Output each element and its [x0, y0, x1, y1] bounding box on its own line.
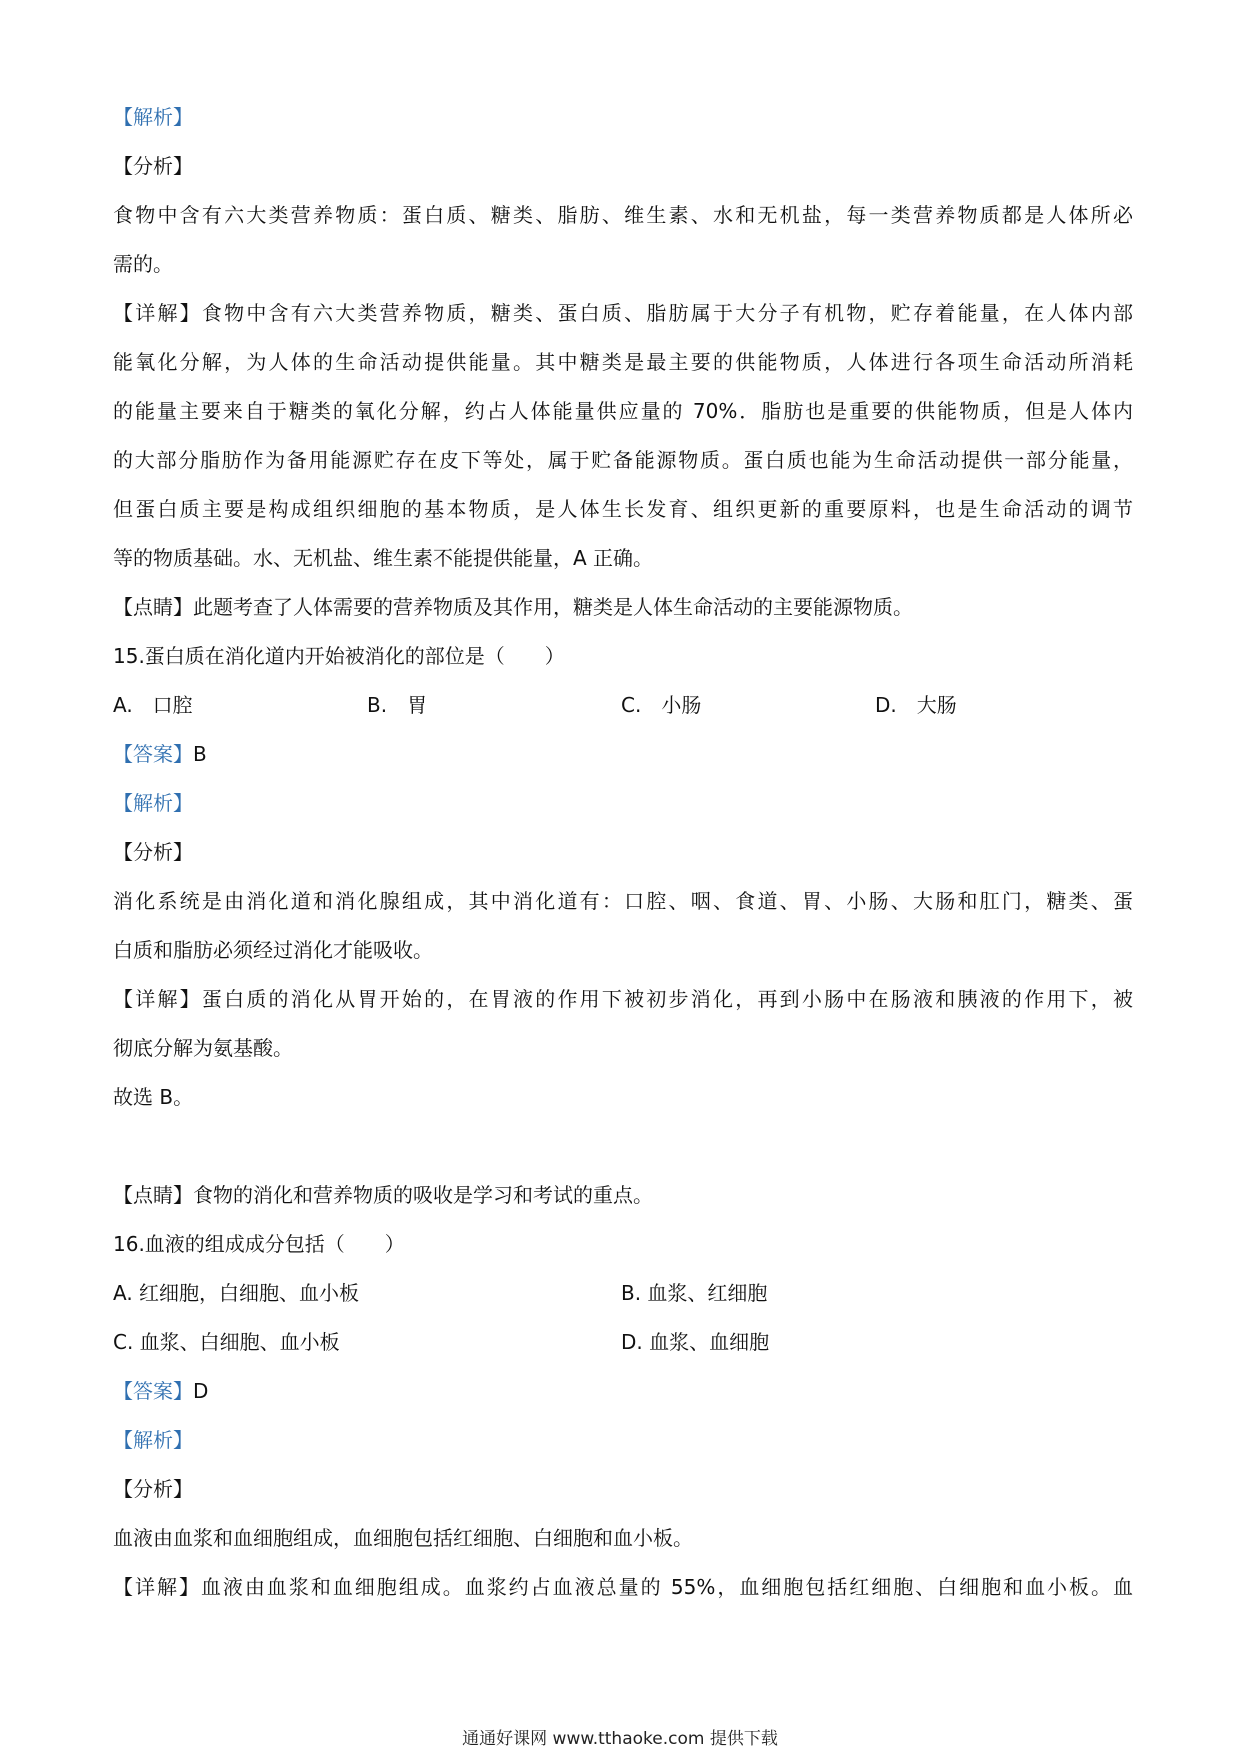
paragraph-line: 食物中含有六大类营养物质：蛋白质、糖类、脂肪、维生素、水和无机盐，每一类营养物质都是人体所必	[113, 203, 1133, 227]
answer-value: D	[193, 1379, 209, 1403]
dianjing-label: 【点睛】	[113, 1183, 193, 1207]
dianjing-paragraph	[113, 1181, 1133, 1209]
answer-value: B	[193, 742, 207, 766]
paragraph-line: 的能量主要来自于糖类的氧化分解，约占人体能量供应量的 70%．脂肪也是重要的供能物质，但是人体内	[113, 399, 1133, 423]
paragraph-line: 彻底分解为氨基酸。	[113, 1036, 293, 1060]
fenxi-label: 【分析】	[113, 154, 193, 178]
paragraph-text: 此题考查了人体需要的营养物质及其作用，糖类是人体生命活动的主要能源物质。	[193, 595, 913, 619]
paragraph-line: 能氧化分解，为人体的生命活动提供能量。其中糖类是最主要的供能物质，人体进行各项生命活动所消耗	[113, 350, 1133, 374]
xiangjie-paragraph	[113, 1573, 1133, 1601]
q16-option-a: A. 红细胞，白细胞、血小板	[113, 1281, 360, 1305]
q15-answer	[113, 740, 1133, 768]
fenxi-label: 【分析】	[113, 1477, 193, 1501]
paragraph-line: 消化系统是由消化道和消化腺组成，其中消化道有：口腔、咽、食道、胃、小肠、大肠和肛门，糖类、蛋	[113, 889, 1133, 913]
paragraph-line: 的大部分脂肪作为备用能源贮存在皮下等处，属于贮备能源物质。蛋白质也能为生命活动提供一部分能量，	[113, 448, 1133, 472]
answer-label: 【答案】	[113, 742, 193, 766]
jiexi-label: 【解析】	[113, 105, 193, 129]
xiangjie-label: 【详解】	[113, 301, 202, 325]
jiexi-label: 【解析】	[113, 791, 193, 815]
q16-option-d: D. 血浆、血细胞	[621, 1330, 770, 1354]
q16-option-c: C. 血浆、白细胞、血小板	[113, 1330, 340, 1354]
q16-option-b: B. 血浆、红细胞	[621, 1281, 768, 1305]
answer-label: 【答案】	[113, 1379, 193, 1403]
page-footer: 通通好课网 www.tthaoke.com 提供下载	[462, 1729, 778, 1749]
question-16-stem: 16.血液的组成成分包括（ ）	[113, 1232, 405, 1256]
paragraph-line: 血液由血浆和血细胞组成，血细胞包括红细胞、白细胞和血小板。	[113, 1526, 693, 1550]
paragraph-text: 食物的消化和营养物质的吸收是学习和考试的重点。	[193, 1183, 653, 1207]
conclusion: 故选 B。	[113, 1085, 194, 1109]
paragraph-line: 需的。	[113, 252, 173, 276]
q16-answer	[113, 1377, 1133, 1405]
paragraph-text: 食物中含有六大类营养物质，糖类、蛋白质、脂肪属于大分子有机物，贮存着能量，在人体内部	[201, 301, 1134, 325]
paragraph-line: 等的物质基础。水、无机盐、维生素不能提供能量，A 正确。	[113, 546, 654, 570]
xiangjie-label: 【详解】	[113, 987, 202, 1011]
dianjing-paragraph	[113, 593, 1133, 621]
xiangjie-label: 【详解】	[113, 1575, 201, 1599]
q15-option-b: B. 胃	[367, 693, 428, 717]
q15-option-a: A. 口腔	[113, 693, 193, 717]
jiexi-label: 【解析】	[113, 1428, 193, 1452]
q15-option-c: C. 小肠	[621, 693, 702, 717]
paragraph-text: 血液由血浆和血细胞组成。血浆约占血液总量的 55%，血细胞包括红细胞、白细胞和血小板。血	[200, 1575, 1134, 1599]
paragraph-text: 蛋白质的消化从胃开始的，在胃液的作用下被初步消化，再到小肠中在肠液和胰液的作用下，被	[201, 987, 1134, 1011]
dianjing-label: 【点睛】	[113, 595, 193, 619]
fenxi-label: 【分析】	[113, 840, 193, 864]
q15-option-d: D. 大肠	[875, 693, 957, 717]
paragraph-line: 但蛋白质主要是构成组织细胞的基本物质，是人体生长发育、组织更新的重要原料，也是生命活动的调节	[113, 497, 1133, 521]
question-15-stem: 15.蛋白质在消化道内开始被消化的部位是（ ）	[113, 644, 565, 668]
xiangjie-paragraph	[113, 985, 1133, 1013]
paragraph-line: 白质和脂肪必须经过消化才能吸收。	[113, 938, 433, 962]
xiangjie-paragraph	[113, 299, 1133, 327]
